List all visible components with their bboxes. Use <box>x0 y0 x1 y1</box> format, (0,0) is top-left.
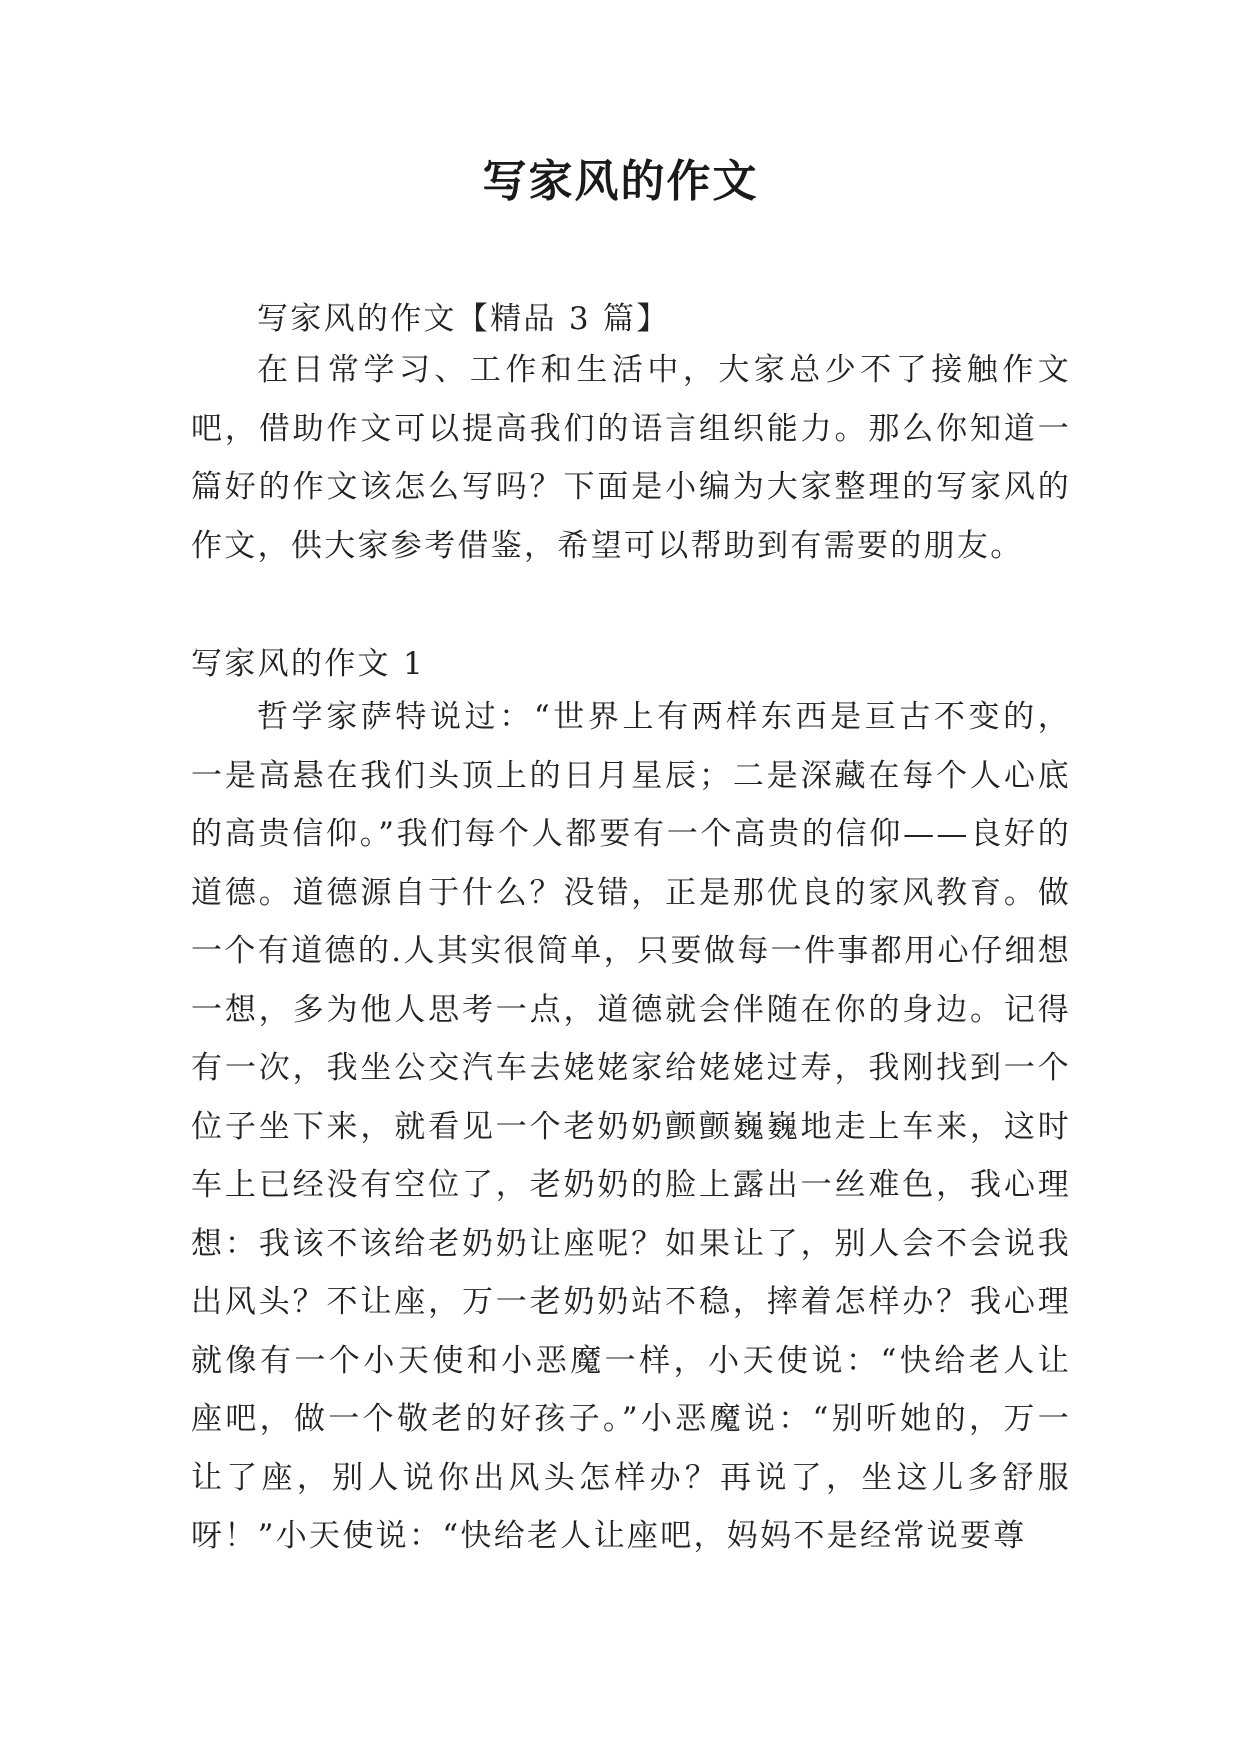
document-subtitle: 写家风的作文【精品 3 篇】 <box>257 301 670 337</box>
section-body-paragraph: 哲学家萨特说过：“世界上有两样东西是亘古不变的，一是高悬在我们头顶上的日月星辰；二是深藏在每个人心底的高贵信仰。”我们每个人都要有一个高贵的信仰——良好的道德。道德源自于什么？没错，正是那优良的家风教育。做一个有道德的.人其实很简单，只要做每一件事都用心仔细想一想，多为他人思考一点，道德就会伴随在你的身边。记得有一次，我坐公交汽车去姥姥家给姥姥过寿，我刚找到一个位子坐下来，就看见一个老奶奶颤颤巍巍地走上车来，这时车上已经没有空位了，老奶奶的脸上露出一丝难色，我心理想：我该不该给老奶奶让座呢？如果让了，别人会不会说我出风头？不让座，万一老奶奶站不稳，摔着怎样办？我心理就像有一个小天使和小恶魔一样，小天使说：“快给老人让座吧，做一个敬老的好孩子。”小恶魔说：“别听她的，万一让了座，别人说你出风头怎样办？再说了，坐这儿多舒服呀！”小天使说：“快给老人让座吧，妈妈不是经常说要尊 <box>191 699 1071 1554</box>
intro-paragraph: 在日常学习、工作和生活中，大家总少不了接触作文吧，借助作文可以提高我们的语言组织能力。那么你知道一篇好的作文该怎么写吗？下面是小编为大家整理的写家风的作文，供大家参考借鉴，希望可以帮助到有需要的朋友。 <box>191 352 1071 564</box>
document-title: 写家风的作文 <box>482 156 759 207</box>
section-heading: 写家风的作文 1 <box>191 646 425 682</box>
